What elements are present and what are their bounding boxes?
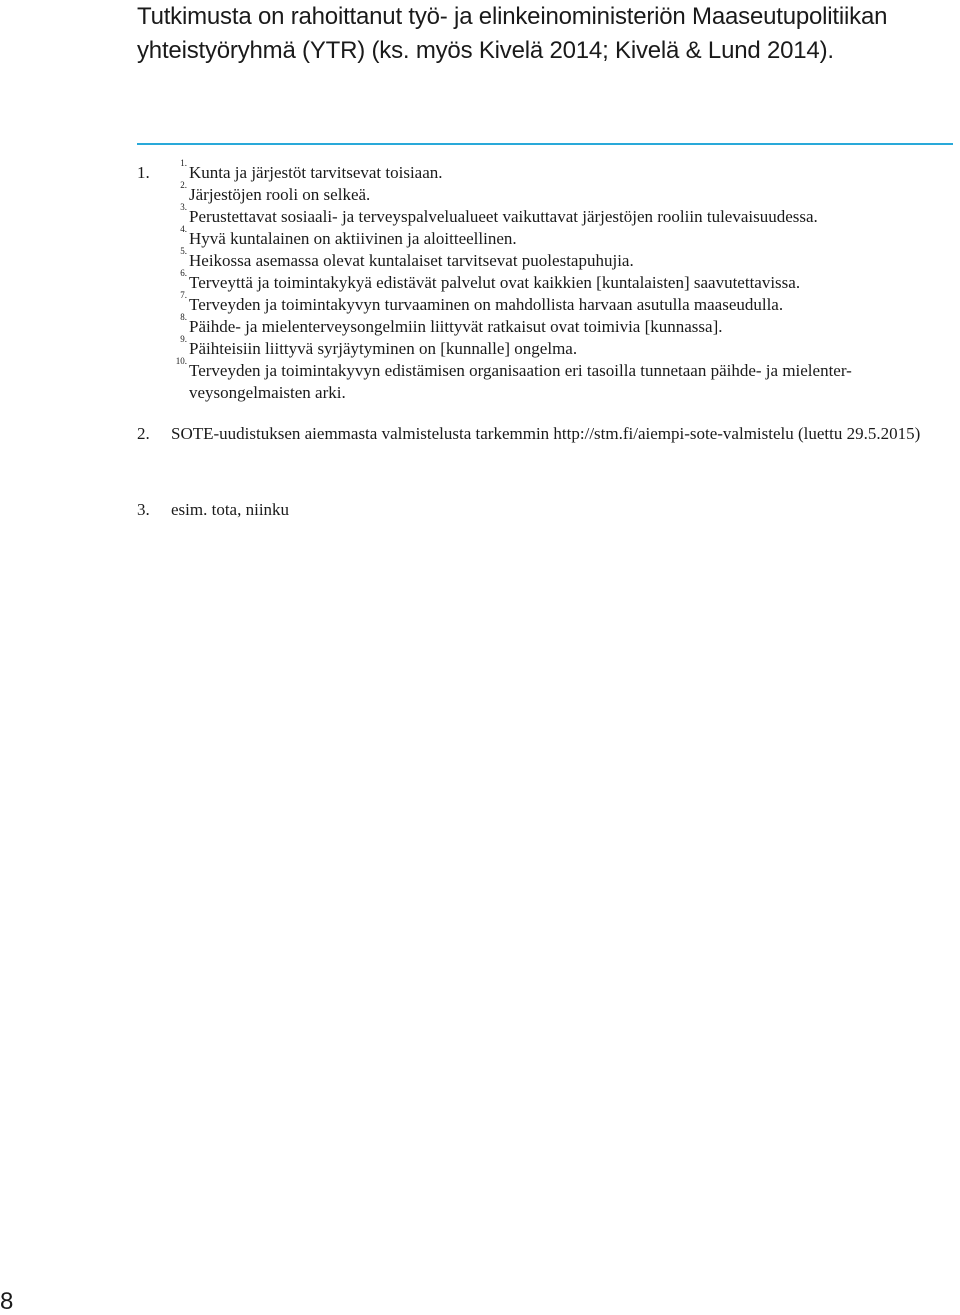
footnote-number: 2. [137,424,150,443]
list-item [180,202,949,228]
list-item [180,180,949,206]
list-item-text: Päihteisiin liittyvä syrjäytyminen on [kunnalle] ongelma. [189,339,578,358]
list-item [175,356,949,404]
list-item-text: Kunta ja järjestöt tarvitsevat toisiaan. [189,163,443,182]
statement-list [175,158,949,404]
list-item-text: Järjestöjen rooli on selkeä. [189,185,371,204]
footnote-text: SOTE-uudistuksen aiemmasta valmistelusta tarkemmin http://stm.fi/aiempi-sote-valmistelu (luettu 29.5.2015) [171,424,921,443]
list-item-text: Terveyden ja toimintakyvyn turvaaminen on mahdollista harvaan asutulla maaseudulla. [189,295,784,314]
section-divider [137,143,953,145]
list-item-number: 2. [180,180,187,190]
list-item-text: Heikossa asemassa olevat kuntalaiset tarvitsevat puolestapuhujia. [189,251,634,270]
intro-paragraph: Tutkimusta on rahoittanut työ- ja elinkeinoministeriön Maaseutupolitiikan yhteistyöryhmä (YTR) (ks. myös Kivelä 2014; Kivelä & Lund 2014). [137,3,888,64]
list-item-text: Päihde- ja mielenterveysongelmiin liittyvät ratkaisut ovat toimivia [kunnassa]. [189,317,723,336]
list-item-number: 7. [180,290,187,300]
list-item-text: Hyvä kuntalainen on aktiivinen ja aloitteellinen. [189,229,517,248]
footnote-text: esim. tota, niinku [171,500,290,519]
list-item [180,268,949,294]
list-item-number: 9. [180,334,187,344]
list-item-number: 1. [180,158,187,168]
list-item-number: 3. [180,202,187,212]
list-item-number: 8. [180,312,187,322]
list-item-text: Terveyttä ja toimintakykyä edistävät palvelut ovat kaikkien [kuntalaisten] saavutettavissa. [189,273,801,292]
list-item [180,224,949,250]
list-item-text: Perustettavat sosiaali- ja terveyspalvelualueet vaikuttavat järjestöjen rooliin tulevaisuudessa. [189,207,818,226]
list-item-text: Terveyden ja toimintakyvyn edistämisen organisaation eri tasoilla tunnetaan päihde- ja mielenter-veysongelmaisten arki. [189,361,852,402]
list-item-number: 10. [175,356,187,366]
list-item [180,158,949,184]
list-item [180,312,949,338]
list-item [180,246,949,272]
list-item [180,290,949,316]
list-item-number: 4. [180,224,187,234]
list-item-number: 6. [180,268,187,278]
page-number: 8 [0,1288,14,1315]
footnote-number: 1. [137,163,150,182]
list-item-number: 5. [180,246,187,256]
footnote-number: 3. [137,500,150,519]
list-item [180,334,949,360]
